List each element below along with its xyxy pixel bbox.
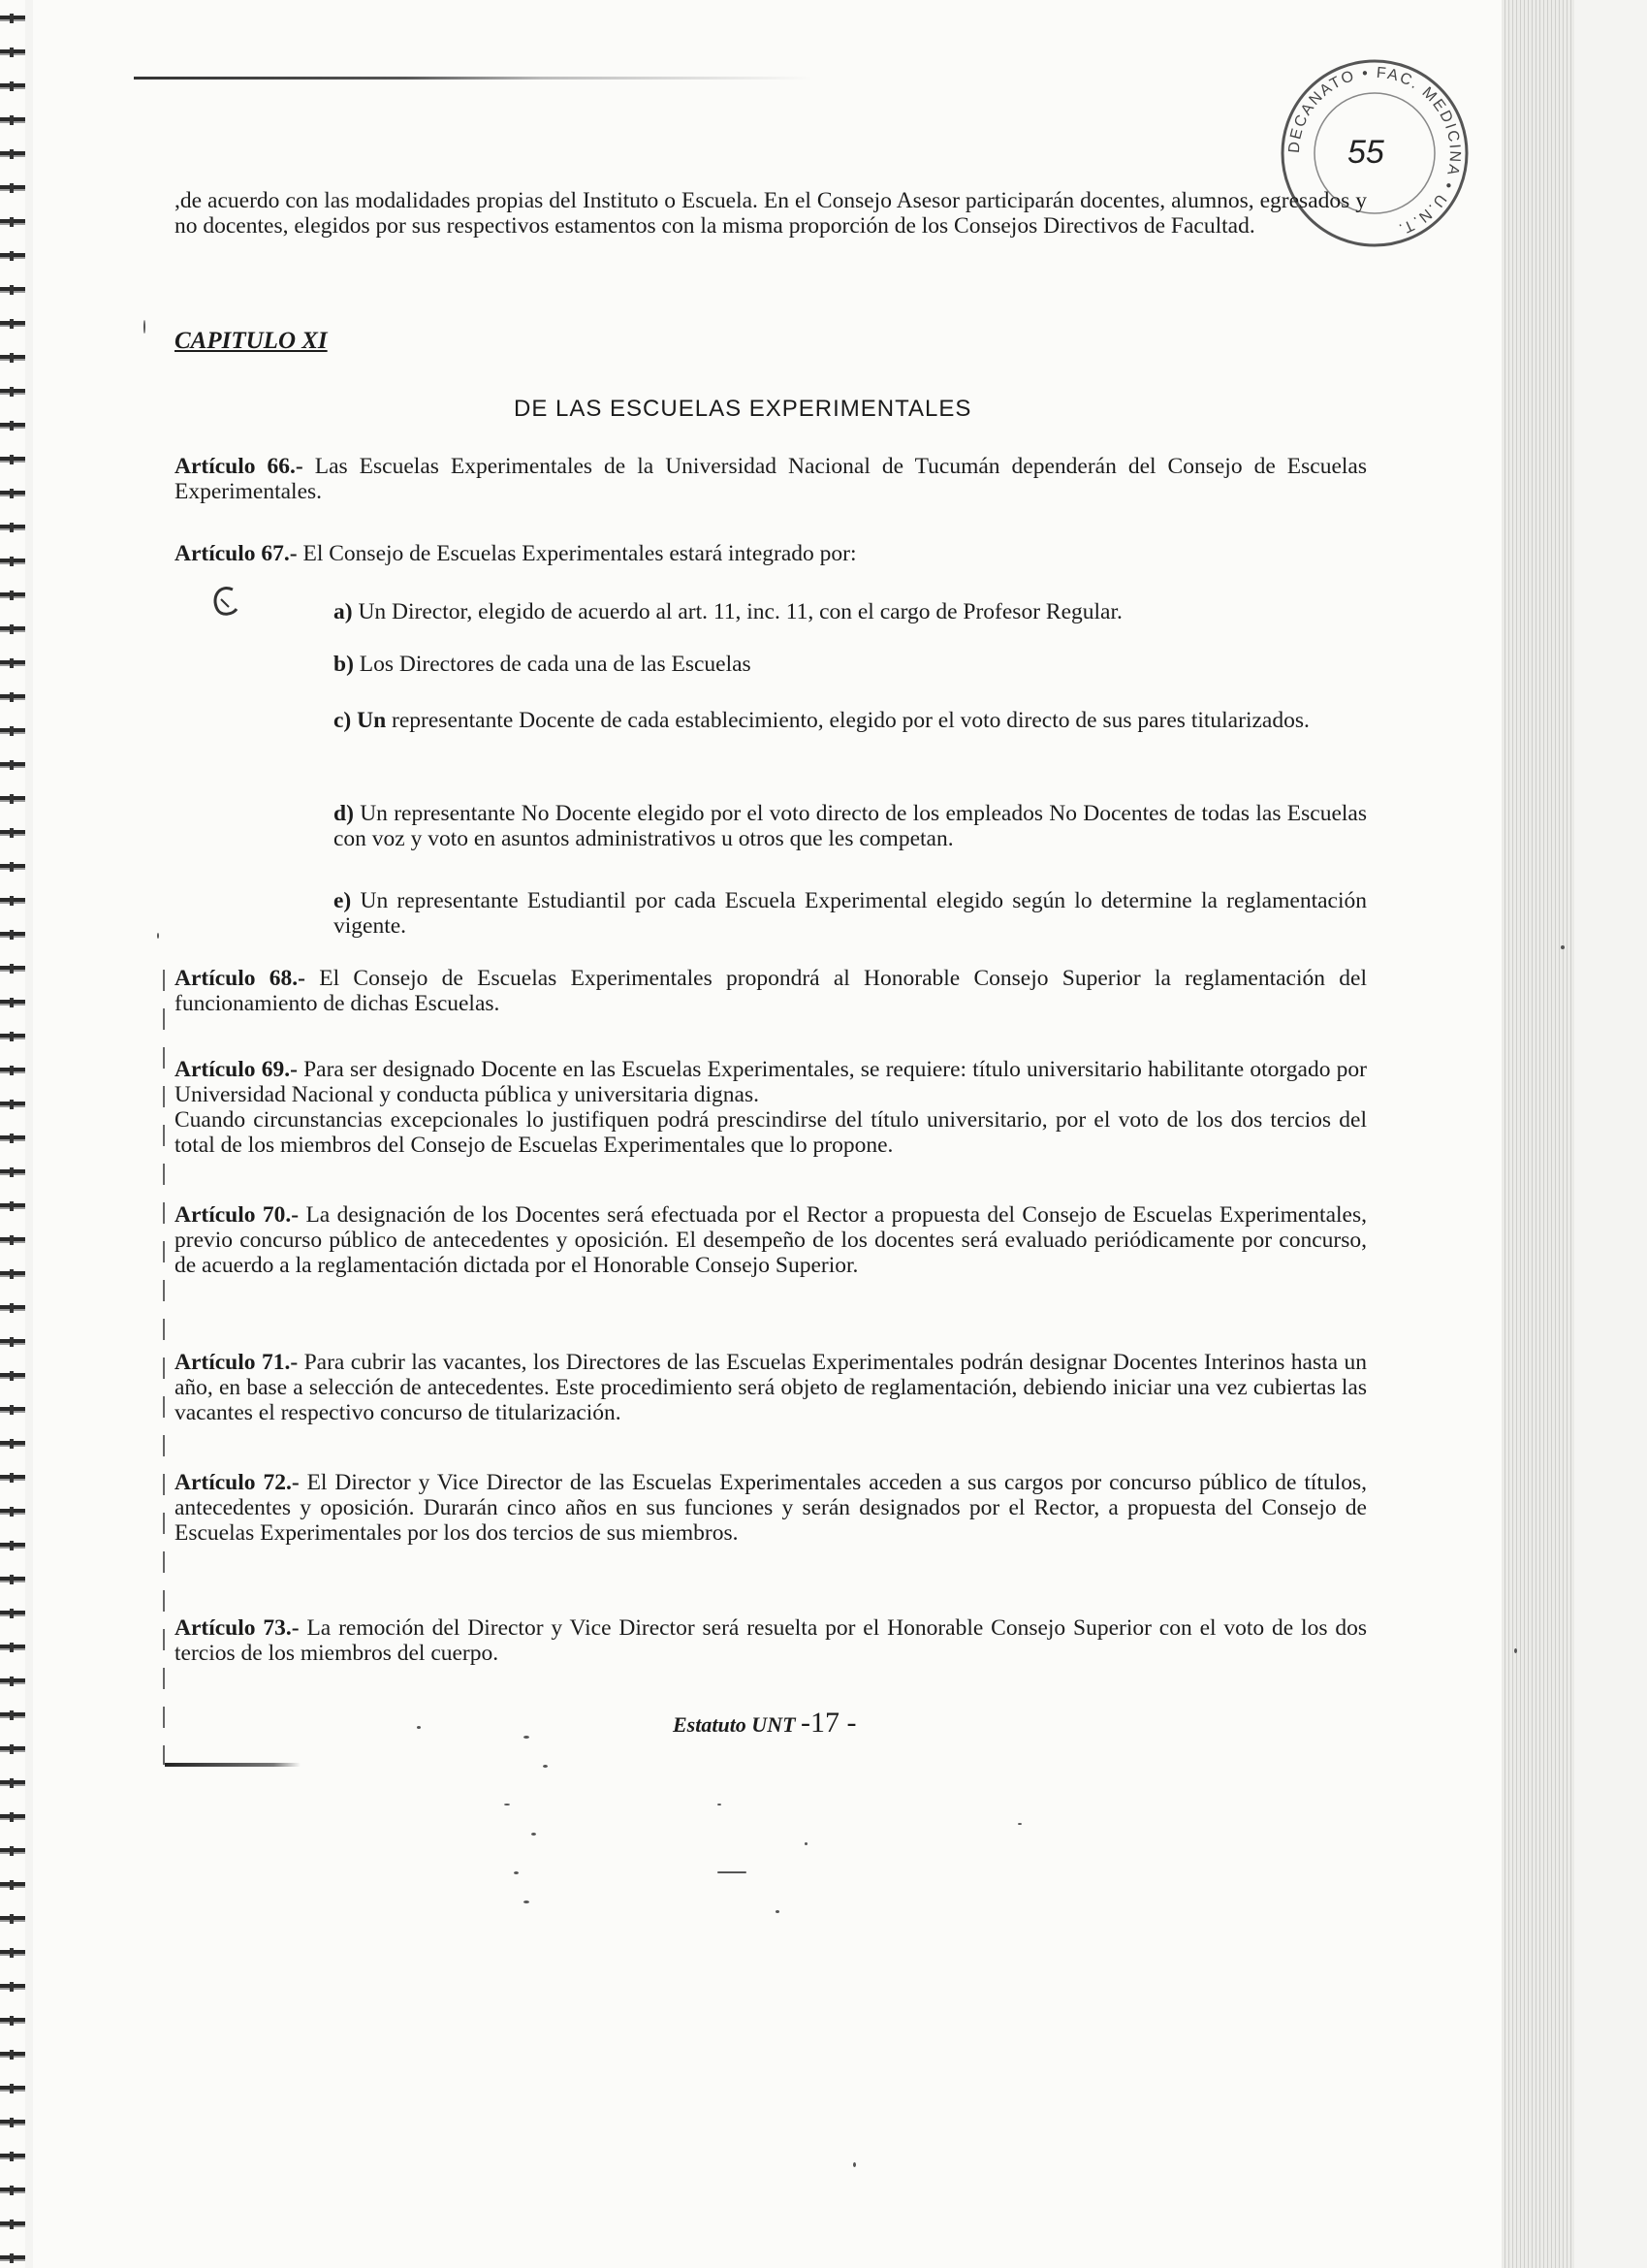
article-70 [174, 1202, 1367, 1278]
article-73-text: La remoción del Director y Vice Director será resuelta por el Honorable Consejo Superior con el voto de los dos tercios de los miembros del cuerpo. [174, 1615, 1367, 1666]
item-d [333, 801, 1367, 851]
stacked-page-edges [1502, 0, 1574, 2268]
article-72-text: El Director y Vice Director de las Escuelas Experimentales acceden a sus cargos por concurso público de títulos, antecedentes y oposición. Durarán cinco años en sus funciones y serán designados por el Rector, a propuesta del Consejo de Escuelas Experimentales por los dos tercios de sus miembros. [174, 1470, 1367, 1546]
article-73 [174, 1615, 1367, 1666]
article-70-label: Artículo 70.- [174, 1202, 300, 1228]
article-67 [174, 541, 1367, 566]
item-c-label: c) Un [333, 708, 387, 733]
article-68-text: El Consejo de Escuelas Experimentales propondrá al Honorable Consejo Superior la reglamentación del funcionamiento de dichas Escuelas. [174, 966, 1367, 1016]
article-68-label: Artículo 68.- [174, 966, 305, 991]
spiral-binding [0, 0, 25, 2268]
article-66-text: Las Escuelas Experimentales de la Universidad Nacional de Tucumán dependerán del Consejo de Escuelas Experimentales. [174, 454, 1367, 504]
article-67-label: Artículo 67.- [174, 541, 298, 566]
item-c [333, 708, 1367, 733]
intro-paragraph: ,de acuerdo con las modalidades propias del Instituto o Escuela. En el Consejo Asesor participarán docentes, alumnos, egresados y no docentes, elegidos por sus respectivos estamentos con la misma proporción de los Consejos Directivos de Facultad. [174, 188, 1367, 239]
article-72 [174, 1470, 1367, 1546]
handwritten-mark [207, 582, 242, 621]
article-66 [174, 454, 1367, 504]
article-68 [174, 966, 1367, 1016]
margin-rule [163, 970, 165, 1765]
page-footer [673, 1707, 857, 1740]
article-70-text: La designación de los Docentes será efectuada por el Rector a propuesta del Consejo de Escuelas Experimentales, previo concurso público de antecedentes y oposición. El desempeño de los docentes será evaluado periódicamente por concurso, de acuerdo a la reglamentación dictada por el Honorable Consejo Superior. [174, 1202, 1367, 1278]
item-b [333, 652, 1367, 677]
article-72-label: Artículo 72.- [174, 1470, 300, 1495]
header-rule [134, 77, 812, 80]
article-71-text: Para cubrir las vacantes, los Directores de las Escuelas Experimentales podrán designar Docentes Interinos hasta un año, en base a selección de antecedentes. Este procedimiento será objeto de reglamentación, debiendo iniciar una vez cubiertas las vacantes el respectivo concurso de titularización. [174, 1350, 1367, 1425]
item-e-text: Un representante Estudiantil por cada Escuela Experimental elegido según lo determine la reglamentación vigente. [333, 888, 1367, 939]
stamp-number: 55 [1347, 134, 1384, 171]
item-d-text: Un representante No Docente elegido por el voto directo de los empleados No Docentes de todas las Escuelas con voz y voto en asuntos administrativos u otros que les competan. [333, 801, 1367, 851]
article-66-label: Artículo 66.- [174, 454, 303, 479]
article-71 [174, 1350, 1367, 1425]
item-b-text: Los Directores de cada una de las Escuelas [353, 652, 751, 677]
item-a [333, 599, 1367, 624]
item-e-label: e) [333, 888, 352, 913]
item-b-label: b) [333, 652, 354, 677]
footer-rule [165, 1763, 301, 1767]
article-73-label: Artículo 73.- [174, 1615, 300, 1641]
item-e [333, 888, 1367, 939]
article-69 [174, 1057, 1367, 1158]
item-a-label: a) [333, 599, 353, 624]
item-d-label: d) [333, 801, 354, 826]
article-69-text: Para ser designado Docente en las Escuelas Experimentales, se requiere: título universitario habilitante otorgado por Universidad Nacional y conducta pública y universitaria dignas. [174, 1057, 1367, 1107]
item-a-text: Un Director, elegido de acuerdo al art. 11, inc. 11, con el cargo de Profesor Regular. [352, 599, 1123, 624]
article-69-label: Artículo 69.- [174, 1057, 298, 1082]
item-c-text: representante Docente de cada establecimiento, elegido por el voto directo de sus pares titularizados. [386, 708, 1310, 733]
stamp-text: DECANATO • FAC. MEDICINA • U.N.T. [1285, 64, 1464, 239]
section-title: DE LAS ESCUELAS EXPERIMENTALES [514, 396, 972, 422]
page-number: -17 - [801, 1707, 857, 1739]
article-67-text: El Consejo de Escuelas Experimentales estará integrado por: [297, 541, 857, 566]
article-69-text-2: Cuando circunstancias excepcionales lo justifiquen podrá prescindirse del título universitario, por el voto de los dos tercios del total de los miembros del Consejo de Escuelas Experimentales que lo propone. [174, 1107, 1367, 1158]
chapter-heading: CAPITULO XI [174, 328, 328, 354]
footer-label: Estatuto UNT [673, 1712, 796, 1737]
article-71-label: Artículo 71.- [174, 1350, 299, 1375]
